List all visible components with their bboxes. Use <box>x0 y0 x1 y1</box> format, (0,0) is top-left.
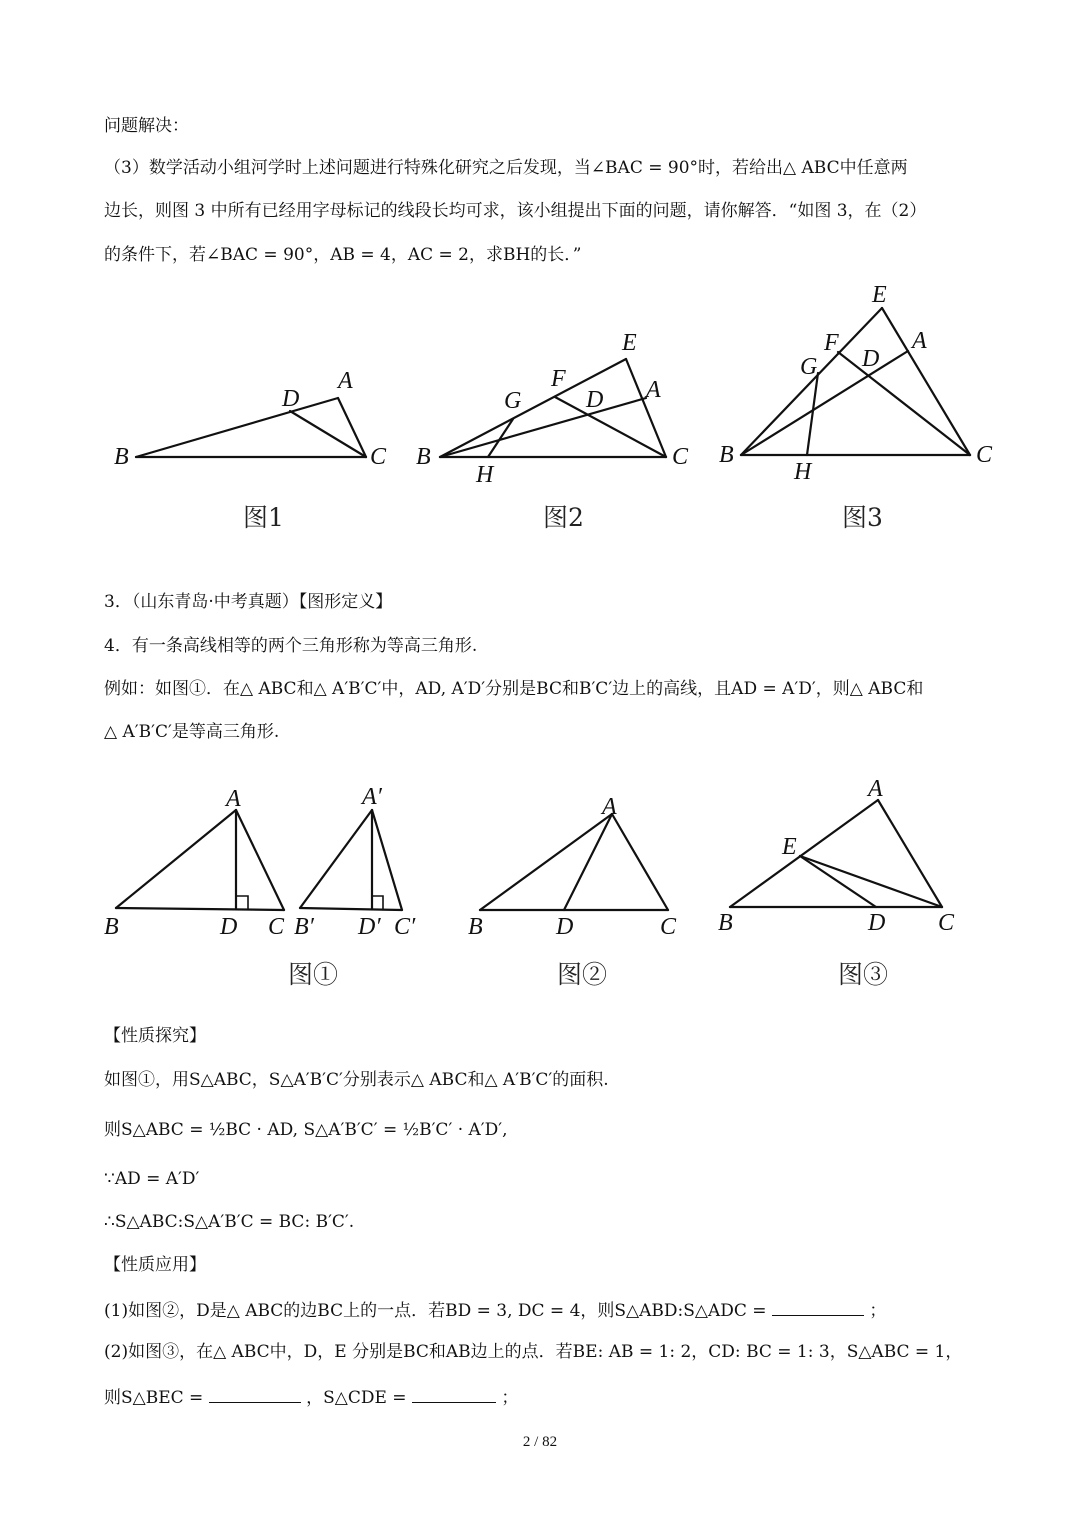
fig2-line-EC <box>626 359 666 457</box>
property-apply-q2-line2 <box>104 1384 518 1410</box>
fig-c3-label-E: E <box>782 834 797 860</box>
fig3-label-G: G <box>800 354 818 380</box>
problem3-line2: 边长，则图 3 中所有已经用字母标记的线段长均可求，该小组提出下面的问题，请你解答．“如图 3，在（2） <box>104 201 927 221</box>
fig-c2-line-AD <box>564 814 612 910</box>
caption-fig2: 图2 <box>543 503 584 532</box>
fig-c1-line-AC <box>236 810 284 910</box>
property-explore-line2: 则S△ABC = ½BC · AD, S△A′B′C′ = ½B′C′ · A′D′, <box>104 1120 508 1140</box>
fig2-label-F: F <box>551 366 566 392</box>
fig-c1-right-angle <box>236 896 248 909</box>
fig2-line-FC <box>555 397 666 457</box>
q2-text-a: 则S△BEC = <box>104 1388 204 1408</box>
fig3-label-A: A <box>912 328 927 354</box>
fig3-label-D: D <box>862 346 880 372</box>
fig2-label-A: A <box>646 377 661 403</box>
figure-circle-2 <box>468 794 677 940</box>
fig-c3-line-AC <box>878 800 942 907</box>
problem3-line1: （3）数学活动小组河学时上述问题进行特殊化研究之后发现，当∠BAC = 90°时，若给出△ ABC中任意两 <box>104 158 908 178</box>
q4-line3: △ A′B′C′是等高三角形. <box>104 722 280 742</box>
fig3-label-E: E <box>872 282 887 308</box>
property-explore-line1: 如图①，用S△ABC，S△A′B′C′分别表示△ ABC和△ A′B′C′的面积. <box>104 1070 609 1090</box>
fig3-line-FC <box>838 352 970 455</box>
fig2-label-G: G <box>504 388 522 414</box>
fig2-label-E: E <box>622 330 637 356</box>
property-explore-line4: ∴S△ABC:S△A′B′C = BC: B′C′. <box>104 1212 355 1232</box>
fig-c1-label-C: C <box>268 914 285 940</box>
fig-c3-label-B: B <box>718 910 733 936</box>
figure-circle-1 <box>104 784 416 940</box>
fig-c2-label-D: D <box>556 914 574 940</box>
caption-fig-c1: 图① <box>288 960 339 989</box>
fig-c3-line-ED <box>800 856 876 907</box>
q2-answer-blank-1[interactable] <box>209 1384 301 1403</box>
fig1-label-A: A <box>338 368 353 394</box>
fig3-label-H: H <box>794 459 812 485</box>
fig-c3-label-A: A <box>868 776 883 802</box>
fig-c3-label-C: C <box>938 910 955 936</box>
caption-fig-c2: 图② <box>557 960 608 989</box>
property-explore-title: 【性质探究】 <box>104 1026 206 1046</box>
fig-c1-line-BC <box>116 908 284 910</box>
figure-1 <box>114 368 387 470</box>
fig3-label-F: F <box>824 330 839 356</box>
fig-c1-line-A1C1 <box>372 810 402 910</box>
q4-line2: 例如：如图①．在△ ABC和△ A′B′C′中，AD, A′D′分别是BC和B′C′边上的高线，且AD = A′D′，则△ ABC和 <box>104 679 924 699</box>
problem3-line3: 的条件下，若∠BAC = 90°，AB = 4，AC = 2，求BH的长．” <box>104 245 582 265</box>
fig3-label-C: C <box>976 442 993 468</box>
caption-fig1: 图1 <box>243 503 284 532</box>
figure-circle-3 <box>718 776 955 936</box>
fig2-line-BA <box>440 398 646 457</box>
figure-3 <box>719 282 993 485</box>
q3-header: 3．（山东青岛·中考真题）【图形定义】 <box>104 592 393 612</box>
caption-fig3: 图3 <box>842 503 883 532</box>
fig-c3-line-EC <box>800 856 942 907</box>
q2-answer-blank-2[interactable] <box>412 1384 496 1403</box>
property-explore-line3: ∵AD = A′D′ <box>104 1169 200 1189</box>
fig1-label-D: D <box>282 386 300 412</box>
figure-2 <box>416 330 689 488</box>
fig-c1-label-C1: C′ <box>394 914 416 940</box>
fig2-label-B: B <box>416 444 431 470</box>
fig-c1-line-BA <box>116 810 236 908</box>
property-apply-q2-line1: (2)如图③，在△ ABC中，D，E 分别是BC和AB边上的点．若BE: AB = 1: 2，CD: BC = 1: 3，S△ABC = 1， <box>104 1342 963 1362</box>
property-apply-title: 【性质应用】 <box>104 1255 206 1275</box>
caption-fig-c3: 图③ <box>838 960 889 989</box>
fig-c3-label-D: D <box>868 910 886 936</box>
fig2-label-H: H <box>476 462 494 488</box>
fig-c1-label-D: D <box>220 914 238 940</box>
section-title: 问题解决： <box>104 116 189 136</box>
fig-c1-line-B1A1 <box>300 810 372 908</box>
q1-text: (1)如图②，D是△ ABC的边BC上的一点．若BD = 3, DC = 4，则S△ABD:S△ADC = <box>104 1301 767 1321</box>
q4-line1: 4．有一条高线相等的两个三角形称为等高三角形. <box>104 636 478 656</box>
fig1-line-BA <box>136 398 338 457</box>
fig-c1-right-angle-2 <box>372 896 383 909</box>
fig-c2-line-AC <box>612 814 668 910</box>
fig1-label-B: B <box>114 444 129 470</box>
fig-c2-line-BA <box>480 814 612 910</box>
fig-c3-line-BA <box>730 800 878 907</box>
fig-c1-label-A1: A′ <box>362 784 382 810</box>
fig-c1-label-B1: B′ <box>294 914 314 940</box>
q1-answer-blank[interactable] <box>772 1297 864 1316</box>
fig2-label-C: C <box>672 444 689 470</box>
fig2-label-D: D <box>586 387 604 413</box>
fig-c1-label-D1: D′ <box>358 914 381 940</box>
q1-end: ； <box>869 1301 887 1321</box>
fig3-label-B: B <box>719 442 734 468</box>
fig-c1-line-B1C1 <box>300 908 402 910</box>
q2-text-b: ，S△CDE = <box>306 1388 407 1408</box>
fig1-label-C: C <box>370 444 387 470</box>
fig-c2-label-B: B <box>468 914 483 940</box>
q2-end: ； <box>501 1388 519 1408</box>
property-apply-q1 <box>104 1297 886 1323</box>
fig-c2-label-A: A <box>602 794 617 820</box>
fig-c1-label-A: A <box>226 786 241 812</box>
page-number: 2 / 82 <box>522 1434 558 1450</box>
fig-c2-label-C: C <box>660 914 677 940</box>
fig-c1-label-B: B <box>104 914 119 940</box>
